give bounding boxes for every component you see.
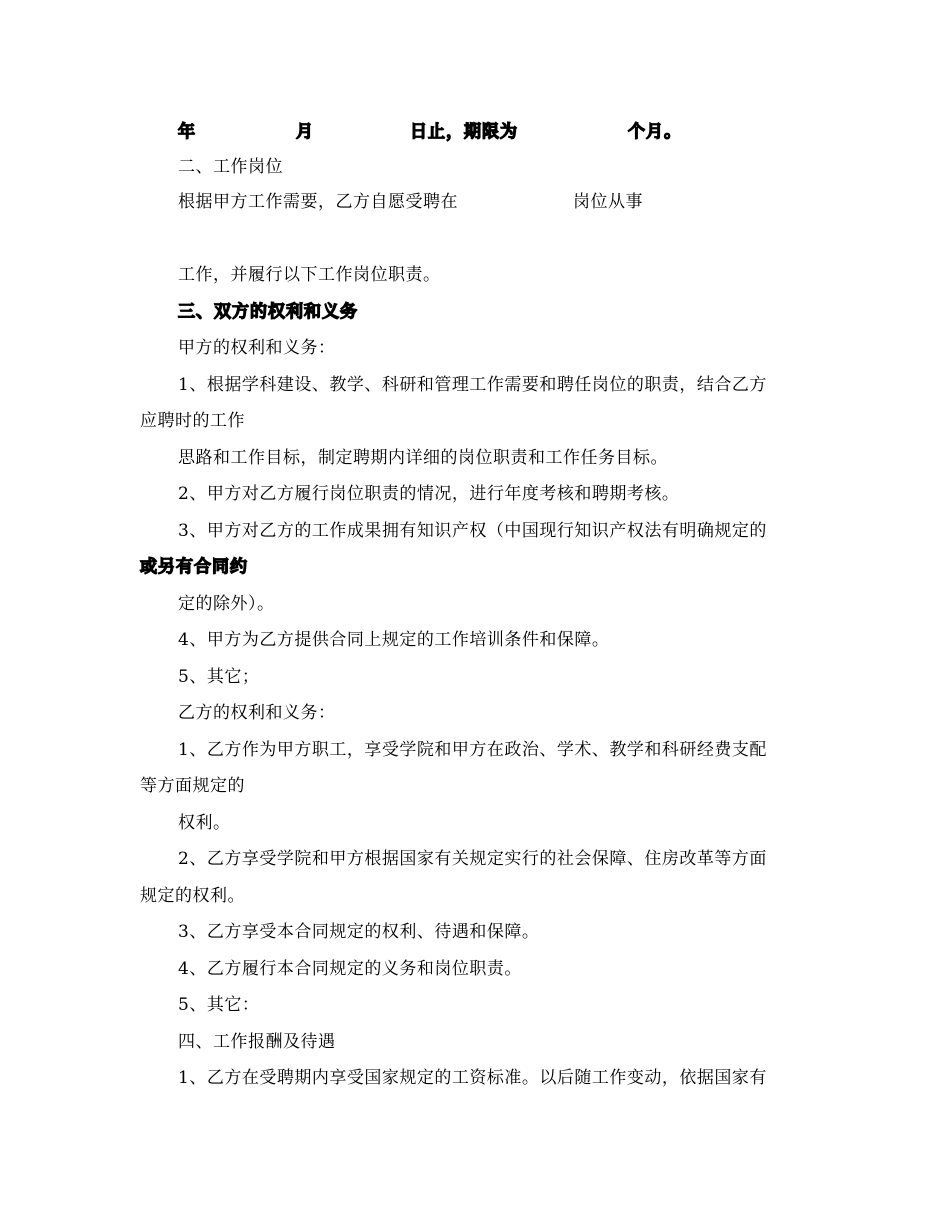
party-b-item-4: 4、乙方履行本合同规定的义务和岗位职责。 bbox=[178, 959, 522, 979]
party-a-title: 甲方的权利和义务： bbox=[178, 338, 336, 358]
party-a-item-2: 2、甲方对乙方履行岗位职责的情况，进行年度考核和聘期考核。 bbox=[178, 484, 680, 504]
section-2-title: 二、工作岗位 bbox=[178, 157, 283, 177]
term-months: 个月。 bbox=[628, 122, 682, 142]
party-b-item-2-line-2: 规定的权利。 bbox=[140, 886, 245, 906]
party-a-item-1-line-1: 1、根据学科建设、教学、科研和管理工作需要和聘任岗位的职责，结合乙方 bbox=[178, 375, 767, 395]
party-b-item-1-line-1: 1、乙方作为甲方职工，享受学院和甲方在政治、学术、教学和科研经费支配 bbox=[178, 740, 767, 760]
party-a-item-3-line-3: 定的除外）。 bbox=[178, 594, 275, 614]
party-a-item-5: 5、其它； bbox=[178, 667, 260, 687]
section-3-title: 三、双方的权利和义务 bbox=[178, 302, 358, 322]
party-a-item-1-line-2: 应聘时的工作 bbox=[140, 411, 245, 431]
party-b-title: 乙方的权利和义务： bbox=[178, 703, 336, 723]
term-year: 年 bbox=[178, 122, 196, 142]
section-2-para-1 bbox=[178, 190, 643, 214]
section-2-para-1-end: 岗位从事 bbox=[573, 192, 643, 212]
term-line bbox=[178, 120, 682, 144]
term-month: 月 bbox=[296, 122, 314, 142]
party-b-item-5: 5、其它： bbox=[178, 995, 260, 1015]
section-2-para-1-start: 根据甲方工作需要，乙方自愿受聘在 bbox=[178, 192, 458, 212]
party-b-item-1-line-2: 等方面规定的 bbox=[140, 776, 245, 796]
party-a-item-1-line-3: 思路和工作目标，制定聘期内详细的岗位职责和工作任务目标。 bbox=[178, 448, 668, 468]
party-b-item-3: 3、乙方享受本合同规定的权利、待遇和保障。 bbox=[178, 922, 540, 942]
section-4-item-1-line-1: 1、乙方在受聘期内享受国家规定的工资标准。以后随工作变动，依据国家有 bbox=[178, 1068, 767, 1088]
party-a-item-4: 4、甲方为乙方提供合同上规定的工作培训条件和保障。 bbox=[178, 630, 610, 650]
term-day: 日止，期限为 bbox=[410, 122, 518, 142]
party-b-item-2-line-1: 2、乙方享受学院和甲方根据国家有关规定实行的社会保障、住房改革等方面 bbox=[178, 849, 767, 869]
party-a-item-3-line-2: 或另有合同约 bbox=[140, 557, 248, 577]
party-a-item-3-line-1: 3、甲方对乙方的工作成果拥有知识产权（中国现行知识产权法有明确规定的 bbox=[178, 521, 767, 541]
party-b-item-1-line-3: 权利。 bbox=[178, 813, 231, 833]
section-2-para-2: 工作，并履行以下工作岗位职责。 bbox=[178, 265, 441, 285]
section-4-title: 四、工作报酬及待遇 bbox=[178, 1032, 336, 1052]
